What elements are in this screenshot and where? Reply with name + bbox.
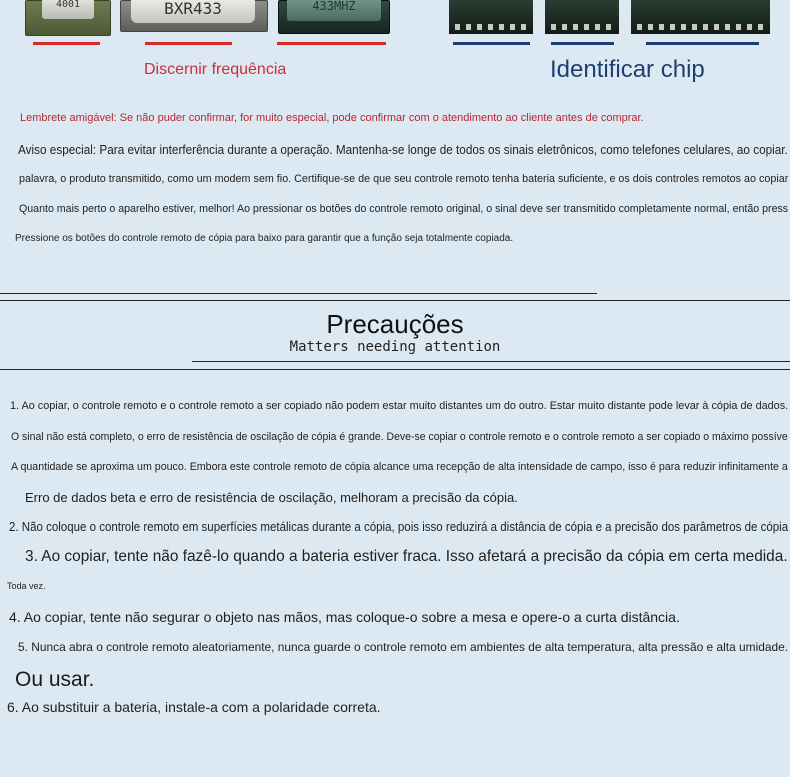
precaution-item: 3. Ao copiar, tente não fazê-lo quando a bateria estiver fraca. Isso afetará a precisão da cópia em certa medida. (25, 548, 788, 565)
notice-line: palavra, o produto transmitido, como um modem sem fio. Certifique-se de que seu controle remoto tenha bateria suficiente, e os dois controles remotos ao copiar (19, 173, 789, 185)
crystal-label-2: BXR433 (164, 0, 222, 18)
red-underline (33, 42, 100, 45)
caption-frequency: Discernir frequência (144, 61, 287, 78)
red-underline (145, 42, 232, 45)
precaution-item: O sinal não está completo, o erro de resistência de oscilação de cópia é grande. Deve-se copiar o controle remoto e o controle remoto a ser copiado o máximo possíve (11, 431, 788, 443)
precaution-item: 1. Ao copiar, o controle remoto e o controle remoto a ser copiado não podem estar muito distantes um do outro. Estar muito distante pode levar à cópia de dados. (10, 400, 789, 412)
navy-underline (551, 42, 614, 45)
special-notice: Aviso especial: Para evitar interferência durante a operação. Mantenha-se longe de todos os sinais eletrônicos, como telefones celulares, ao copiar. (18, 142, 788, 157)
caption-chip: Identificar chip (550, 56, 705, 83)
divider (192, 361, 790, 362)
red-underline (277, 42, 386, 45)
navy-underline (453, 42, 530, 45)
section-subtitle: Matters needing attention (289, 339, 501, 355)
divider (0, 293, 597, 294)
divider (0, 300, 790, 301)
crystal-label-3: 433MHZ (312, 0, 356, 13)
notice-line: Quanto mais perto o aparelho estiver, melhor! Ao pressionar os botões do controle remoto original, o sinal deve ser transmitido completamente normal, então press (19, 203, 789, 215)
crystal-label-1: 4001 (55, 0, 81, 10)
crystal-oscillator-photo-2 (120, 0, 268, 32)
precaution-item: 5. Nunca abra o controle remoto aleatoriamente, nunca guarde o controle remoto em ambientes de alta temperatura, alta pressão e alta umidade. (18, 640, 789, 654)
friendly-reminder: Lembrete amigável: Se não puder confirmar, for muito especial, pode confirmar com o atendimento ao cliente antes de comprar. (20, 112, 644, 124)
precaution-item: 6. Ao substituir a bateria, instale-a com a polaridade correta. (7, 699, 381, 715)
precaution-item: 2. Não coloque o controle remoto em superfícies metálicas durante a cópia, pois isso reduzirá a distância de cópia e a precisão dos parâmetros de cópia (9, 519, 789, 534)
ic-chip-photo-3 (631, 0, 770, 34)
precaution-item: A quantidade se aproxima um pouco. Embora este controle remoto de cópia alcance uma recepção de alta intensidade de campo, isso é para reduzir infinitamente a (11, 461, 788, 473)
precaution-item: Erro de dados beta e erro de resistência de oscilação, melhoram a precisão da cópia. (25, 490, 518, 505)
notice-line: Pressione os botões do controle remoto de cópia para baixo para garantir que a função seja totalmente copiada. (15, 233, 514, 244)
ic-chip-photo-2 (545, 0, 619, 34)
ic-chip-photo-1 (449, 0, 533, 34)
crystal-oscillator-photo-1 (25, 0, 111, 36)
precaution-item: 4. Ao copiar, tente não segurar o objeto nas mãos, mas coloque-o sobre a mesa e opere-o a curta distância. (9, 609, 680, 625)
crystal-oscillator-photo-3 (278, 0, 390, 34)
precaution-item: Ou usar. (15, 668, 95, 691)
navy-underline (646, 42, 759, 45)
divider (0, 369, 790, 370)
precaution-item: Toda vez. (7, 581, 46, 591)
section-title: Precauções (326, 309, 464, 339)
